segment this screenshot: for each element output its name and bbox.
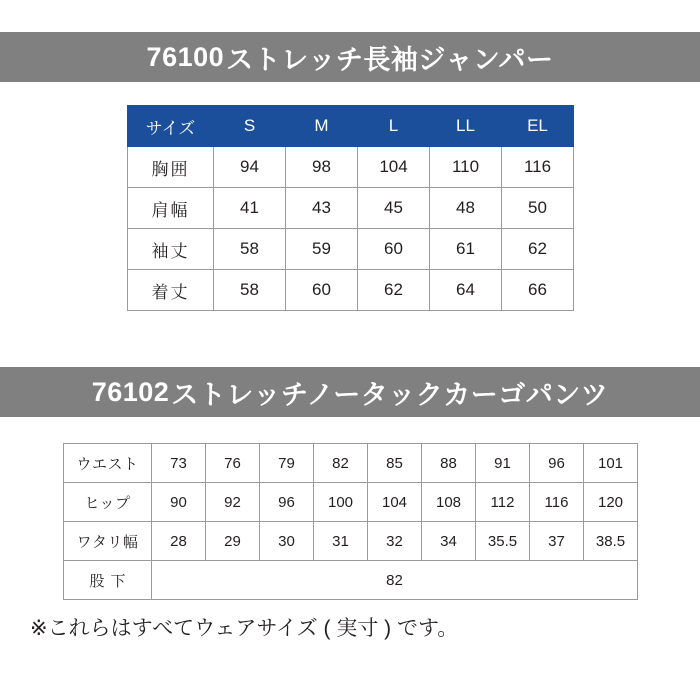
section-name-jumper: ストレッチ長袖ジャンパー bbox=[226, 44, 554, 75]
cell-hip-8: 116 bbox=[530, 483, 584, 522]
row-label-length: 着丈 bbox=[128, 270, 214, 311]
cell-chest-ll: 110 bbox=[430, 147, 502, 188]
table-row bbox=[128, 229, 574, 270]
section-code-jumper: 76100 bbox=[146, 41, 225, 72]
cell-thigh-3: 30 bbox=[260, 522, 314, 561]
cell-thigh-7: 35.5 bbox=[476, 522, 530, 561]
cell-inseam-all: 82 bbox=[152, 561, 638, 600]
cell-waist-3: 79 bbox=[260, 444, 314, 483]
cell-hip-1: 90 bbox=[152, 483, 206, 522]
section-title-jumper bbox=[0, 32, 700, 82]
table-row bbox=[128, 147, 574, 188]
table-row bbox=[128, 188, 574, 229]
cell-waist-1: 73 bbox=[152, 444, 206, 483]
cell-chest-m: 98 bbox=[286, 147, 358, 188]
cell-length-ll: 64 bbox=[430, 270, 502, 311]
row-label-sleeve: 袖丈 bbox=[128, 229, 214, 270]
cell-sleeve-l: 60 bbox=[358, 229, 430, 270]
row-label-hip: ヒップ bbox=[64, 483, 152, 522]
cell-thigh-4: 31 bbox=[314, 522, 368, 561]
cell-thigh-6: 34 bbox=[422, 522, 476, 561]
cell-shoulder-m: 43 bbox=[286, 188, 358, 229]
cell-hip-3: 96 bbox=[260, 483, 314, 522]
column-header-el: EL bbox=[502, 106, 574, 147]
cell-length-el: 66 bbox=[502, 270, 574, 311]
row-label-thigh: ワタリ幅 bbox=[64, 522, 152, 561]
cell-waist-2: 76 bbox=[206, 444, 260, 483]
section-name-pants: ストレッチノータックカーゴパンツ bbox=[171, 379, 609, 410]
cell-waist-6: 88 bbox=[422, 444, 476, 483]
cell-hip-6: 108 bbox=[422, 483, 476, 522]
cell-waist-5: 85 bbox=[368, 444, 422, 483]
cell-shoulder-el: 50 bbox=[502, 188, 574, 229]
cell-thigh-8: 37 bbox=[530, 522, 584, 561]
cell-thigh-2: 29 bbox=[206, 522, 260, 561]
cell-waist-9: 101 bbox=[584, 444, 638, 483]
cell-sleeve-m: 59 bbox=[286, 229, 358, 270]
size-table-jumper bbox=[127, 105, 574, 311]
table-header-row bbox=[128, 106, 574, 147]
row-label-chest: 胸囲 bbox=[128, 147, 214, 188]
cell-chest-el: 116 bbox=[502, 147, 574, 188]
cell-chest-l: 104 bbox=[358, 147, 430, 188]
cell-hip-4: 100 bbox=[314, 483, 368, 522]
footnote-text: ※これらはすべてウェアサイズ ( 実寸 ) です。 bbox=[30, 617, 459, 640]
table-row bbox=[64, 522, 638, 561]
column-header-s: S bbox=[214, 106, 286, 147]
cell-thigh-9: 38.5 bbox=[584, 522, 638, 561]
table-row bbox=[64, 483, 638, 522]
cell-sleeve-el: 62 bbox=[502, 229, 574, 270]
cell-waist-8: 96 bbox=[530, 444, 584, 483]
column-header-m: M bbox=[286, 106, 358, 147]
row-label-waist: ウエスト bbox=[64, 444, 152, 483]
cell-hip-7: 112 bbox=[476, 483, 530, 522]
cell-thigh-5: 32 bbox=[368, 522, 422, 561]
cell-hip-5: 104 bbox=[368, 483, 422, 522]
cell-length-s: 58 bbox=[214, 270, 286, 311]
cell-shoulder-l: 45 bbox=[358, 188, 430, 229]
size-table-pants bbox=[63, 443, 638, 600]
cell-waist-7: 91 bbox=[476, 444, 530, 483]
table-row bbox=[64, 444, 638, 483]
cell-hip-2: 92 bbox=[206, 483, 260, 522]
section-title-pants bbox=[0, 367, 700, 417]
cell-sleeve-s: 58 bbox=[214, 229, 286, 270]
column-header-size: サイズ bbox=[128, 106, 214, 147]
row-label-inseam: 股下 bbox=[64, 561, 152, 600]
cell-shoulder-ll: 48 bbox=[430, 188, 502, 229]
cell-length-m: 60 bbox=[286, 270, 358, 311]
cell-length-l: 62 bbox=[358, 270, 430, 311]
cell-waist-4: 82 bbox=[314, 444, 368, 483]
column-header-ll: LL bbox=[430, 106, 502, 147]
cell-sleeve-ll: 61 bbox=[430, 229, 502, 270]
cell-chest-s: 94 bbox=[214, 147, 286, 188]
table-row bbox=[128, 270, 574, 311]
section-code-pants: 76102 bbox=[91, 376, 170, 407]
cell-thigh-1: 28 bbox=[152, 522, 206, 561]
column-header-l: L bbox=[358, 106, 430, 147]
table-row bbox=[64, 561, 638, 600]
cell-shoulder-s: 41 bbox=[214, 188, 286, 229]
row-label-shoulder: 肩幅 bbox=[128, 188, 214, 229]
cell-hip-9: 120 bbox=[584, 483, 638, 522]
